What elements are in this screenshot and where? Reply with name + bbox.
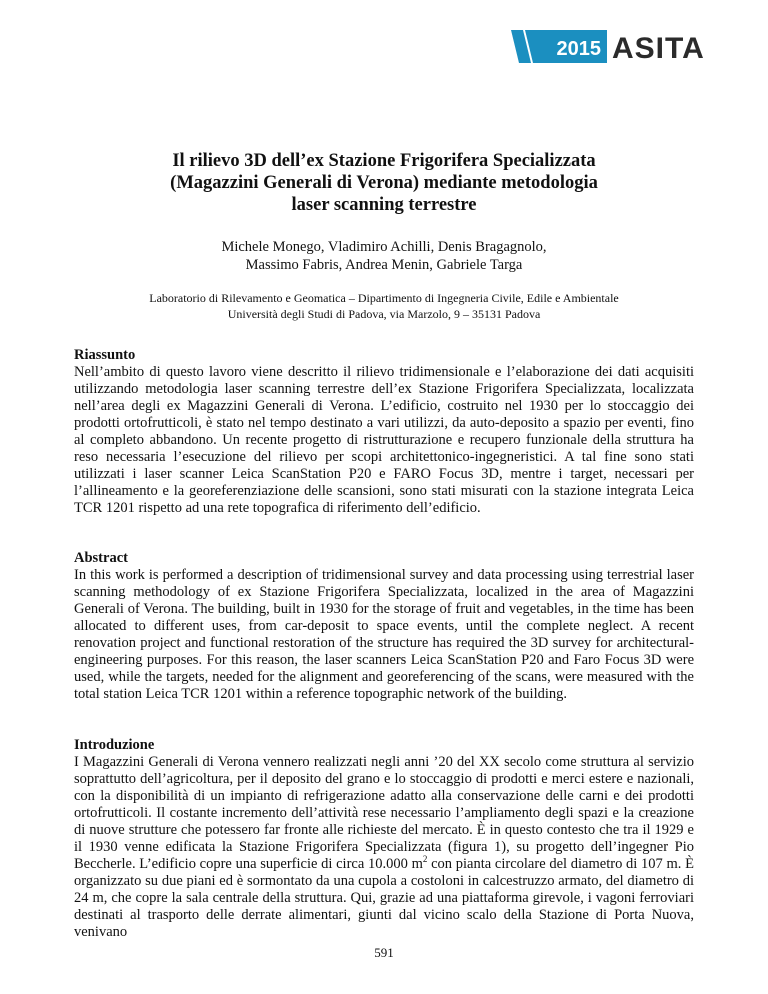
riassunto-text: Nell’ambito di questo lavoro viene descritto il rilievo tridimensionale e l’elaborazione dei dati acquisiti utilizzando metodologia laser scanning terrestre dell’ex Stazione Frigorifera Specializzata, localizzata nell’area degli ex Magazzini Generali di Verona. L’edificio, costruito nel 1930 per lo stoccaggio dei prodotti ortofrutticoli, è stato nel tempo destinato a vari utilizzi, da auto-deposito a spazio per eventi, fino al completo abbandono. Un recente progetto di ristrutturazione e recupero funzionale della struttura ha reso necessaria l’esecuzione del rilievo per scopi architettonico-ingegneristici. A tal fine sono stati utilizzati i laser scanner Leica ScanStation P20 e FARO Focus 3D, mentre i target, necessari per l’allineamento e la georeferenziazione delle scansioni, sono stati misurati con la stazione integrata Leica TCR 1201 rispetto ad una rete topografica di riferimento dell’edificio. (74, 364, 694, 516)
intro-text-part: con pianta circolare del diametro di 107 m. È organizzato su due piani ed è sormontato da una cupola a costoloni in calcestruzzo armato, del diametro di 24 m, che copre la sala centrale della struttura. Qui, grazie ad una piattaforma girevole, i vagoni ferroviari destinati al trasporto delle derrate alimentari, giunti dal vicino scalo della Stazione di Porta Nuova, venivano (74, 856, 694, 940)
abstract-heading: Abstract (74, 550, 128, 566)
asita-2015-logo (511, 30, 705, 65)
paper-title (100, 150, 668, 216)
affiliation-line: Università degli Studi di Padova, via Marzolo, 9 – 35131 Padova (227, 306, 541, 321)
abstract-section (74, 550, 694, 703)
title-line: (Magazzini Generali di Verona) mediante metodologia (170, 173, 598, 193)
author-line: Michele Monego, Vladimiro Achilli, Denis Bragagnolo, (221, 239, 547, 255)
page-number: 591 (374, 945, 394, 960)
introduzione-text (74, 754, 694, 941)
riassunto-heading: Riassunto (74, 347, 136, 363)
intro-text-part: I Magazzini Generali di Verona vennero realizzati negli anni ’20 del XX secolo come struttura al servizio soprattutto dell’agricoltura, per il deposito del grano e lo stoccaggio di prodotti e merci estere e nazionali, con la disponibilità di un impianto di refrigerazione adatto alla conservazione delle carni e dei prodotti ortofrutticoli. Il costante incremento dell’attività rese necessario l’ampliamento degli spazi e la creazione di nuove strutture che potessero far fronte alle richieste del mercato. È in questo contesto che tra il 1929 e il 1930 venne edificata la Stazione Frigorifera Specializzata (figura 1), su progetto dell’ingegner Pio Beccherle. L’edificio copre una superficie di circa 10.000 m (74, 754, 694, 872)
affiliation-line: Laboratorio di Rilevamento e Geomatica – Dipartimento di Ingegneria Civile, Edile e Ambientale (149, 291, 619, 305)
author-list (100, 238, 668, 274)
introduzione-section (74, 737, 694, 941)
title-line: Il rilievo 3D dell’ex Stazione Frigorifera Specializzata (172, 151, 596, 171)
superscript: 2 (422, 854, 428, 865)
riassunto-section (74, 347, 694, 517)
introduzione-heading: Introduzione (74, 737, 155, 753)
logo-name: ASITA (612, 32, 705, 65)
title-line: laser scanning terrestre (291, 195, 477, 215)
author-line: Massimo Fabris, Andrea Menin, Gabriele Targa (245, 257, 523, 273)
abstract-text: In this work is performed a description of tridimensional survey and data processing using terrestrial laser scanning methodology of ex Stazione Frigorifera Specializzata, localized in the area of Magazzini Generali of Verona. The building, built in 1930 for the storage of fruit and vegetables, in the time has been allocated to different uses, from car-deposit to space events, until the complete neglect. A recent renovation project and functional restoration of the structure has required the 3D survey for architectural-engineering purposes. For this reason, the laser scanners Leica ScanStation P20 and Faro Focus 3D were used, while the targets, needed for the alignment and georeferencing of the scans, were measured with the total station Leica TCR 1201 within a reference topographic network of the building. (74, 567, 694, 702)
affiliation (100, 291, 668, 322)
logo-year: 2015 (556, 38, 601, 60)
